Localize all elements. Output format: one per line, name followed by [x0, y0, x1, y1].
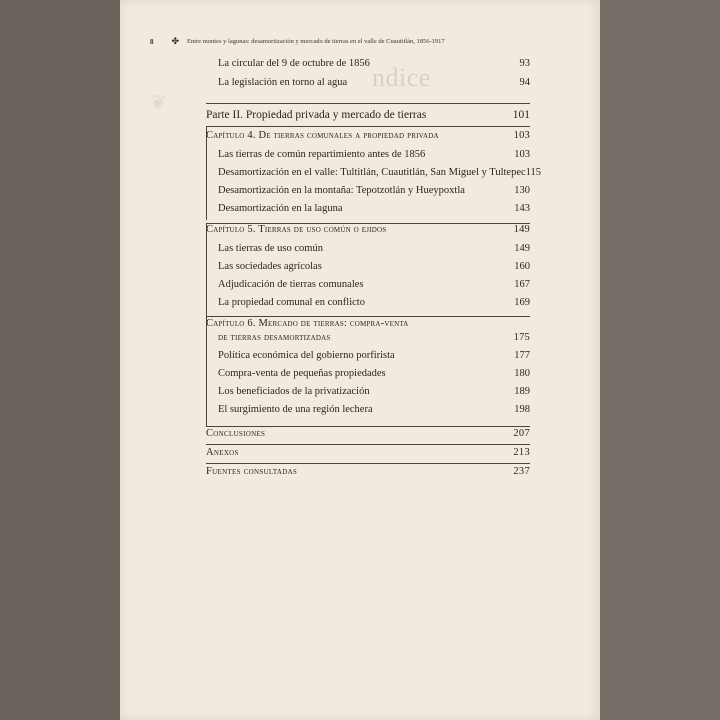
toc-entry-page: 189 [514, 386, 530, 397]
section-rule [206, 463, 530, 464]
toc-entry-label: Desamortización en el valle: Tultitlán, Cuautitlán, San Miguel y Tultepec [218, 167, 526, 178]
toc-entry[interactable] [218, 386, 530, 397]
toc-entry-page: 177 [514, 350, 530, 361]
toc-entry[interactable] [218, 297, 530, 308]
toc-entry-label: La propiedad comunal en conflicto [218, 297, 365, 308]
bleed-through-ornament-icon: ❦ [150, 92, 167, 114]
section-rule [206, 444, 530, 445]
toc-entry-label: Desamortización en la laguna [218, 203, 343, 214]
toc-entry-label: Las tierras de uso común [218, 243, 323, 254]
toc-entry[interactable] [218, 77, 530, 88]
toc-entry-label: Adjudicación de tierras comunales [218, 279, 364, 290]
toc-entry-page: 94 [519, 77, 530, 88]
toc-entry-label: La legislación en torno al agua [218, 77, 348, 88]
toc-entry-label: Las tierras de común repartimiento antes de 1856 [218, 149, 426, 160]
toc-entry-page: 143 [514, 203, 530, 214]
toc-entry-label: Política económica del gobierno porfirista [218, 350, 395, 361]
toc-entry-page: 130 [514, 185, 530, 196]
toc-entry-page: 101 [512, 109, 530, 121]
toc-entry[interactable] [218, 58, 530, 69]
toc-chapter-heading-continued[interactable] [218, 332, 530, 343]
toc-entry-label: Las sociedades agrícolas [218, 261, 322, 272]
toc-entry[interactable] [218, 368, 530, 379]
ornament-icon: ✤ [171, 36, 180, 46]
toc-entry-page: 237 [513, 466, 530, 477]
toc-top-heading[interactable] [206, 466, 530, 477]
toc-entry-label: El surgimiento de una región lechera [218, 404, 373, 415]
running-header [150, 36, 445, 47]
toc-entry[interactable] [218, 203, 530, 214]
toc-entry[interactable] [218, 185, 530, 196]
toc-entry[interactable] [218, 243, 530, 254]
toc-entry[interactable] [218, 261, 530, 272]
facing-page-shadow-left [0, 0, 120, 720]
section-rule [206, 426, 530, 427]
toc-entry[interactable] [218, 404, 530, 415]
toc-entry-page: 160 [514, 261, 530, 272]
toc-entry-page: 180 [514, 368, 530, 379]
section-rule [206, 316, 530, 317]
toc-entry-page: 93 [519, 58, 530, 69]
bleed-through-title: ndice [372, 63, 431, 92]
toc-entry-label: Los beneficiados de la privatización [218, 386, 370, 397]
page-number: 8 [150, 37, 154, 46]
toc-entry-label: Capítulo 5. Tierras de uso común o ejidos [206, 224, 387, 235]
toc-entry-page: 115 [525, 167, 542, 178]
section-rule [206, 126, 530, 127]
toc-entry-label: Capítulo 6. Mercado de tierras: compra-venta [206, 318, 409, 329]
toc-entry-page: 175 [513, 332, 530, 343]
toc-chapter-heading[interactable] [206, 318, 530, 329]
toc-part-heading[interactable] [206, 109, 530, 121]
toc-entry-page: 167 [514, 279, 530, 290]
toc-entry-label: Anexos [206, 447, 239, 458]
toc-entry[interactable] [218, 279, 530, 290]
toc-entry-label: Parte II. Propiedad privada y mercado de tierras [206, 109, 427, 121]
section-rule [206, 103, 530, 104]
toc-entry-page: 213 [513, 447, 530, 458]
toc-entry-label: Desamortización en la montaña: Tepotzotlán y Hueypoxtla [218, 185, 465, 196]
toc-chapter-heading[interactable] [206, 224, 530, 235]
chapter-bracket [206, 316, 207, 426]
toc-entry-label: Fuentes consultadas [206, 466, 298, 477]
toc-entry-label: La circular del 9 de octubre de 1856 [218, 58, 370, 69]
toc-entry-page: 149 [514, 243, 530, 254]
toc-entry-label: Capítulo 4. De tierras comunales a propiedad privada [206, 130, 439, 141]
toc-entry[interactable] [218, 350, 530, 361]
toc-entry-label: Conclusiones [206, 428, 266, 439]
toc-entry-label: de tierras desamortizadas [218, 332, 331, 343]
toc-entry-page: 207 [513, 428, 530, 439]
toc-entry-label: Compra-venta de pequeñas propiedades [218, 368, 386, 379]
running-title: Entre montes y lagunas: desamortización y mercado de tierras en el valle de Cuautitlán, 1856-1917 [187, 38, 445, 45]
toc-entry-page: 149 [513, 224, 530, 235]
toc-entry-page: 169 [514, 297, 530, 308]
chapter-bracket [206, 223, 207, 316]
toc-entry[interactable] [218, 149, 530, 160]
toc-entry-page: 198 [514, 404, 530, 415]
background-right [600, 0, 720, 720]
toc-top-heading[interactable] [206, 447, 530, 458]
toc-entry[interactable] [218, 167, 542, 178]
toc-entry-page: 103 [513, 130, 530, 141]
toc-top-heading[interactable] [206, 428, 530, 439]
toc-entry-page: 103 [514, 149, 530, 160]
toc-chapter-heading[interactable] [206, 130, 530, 141]
